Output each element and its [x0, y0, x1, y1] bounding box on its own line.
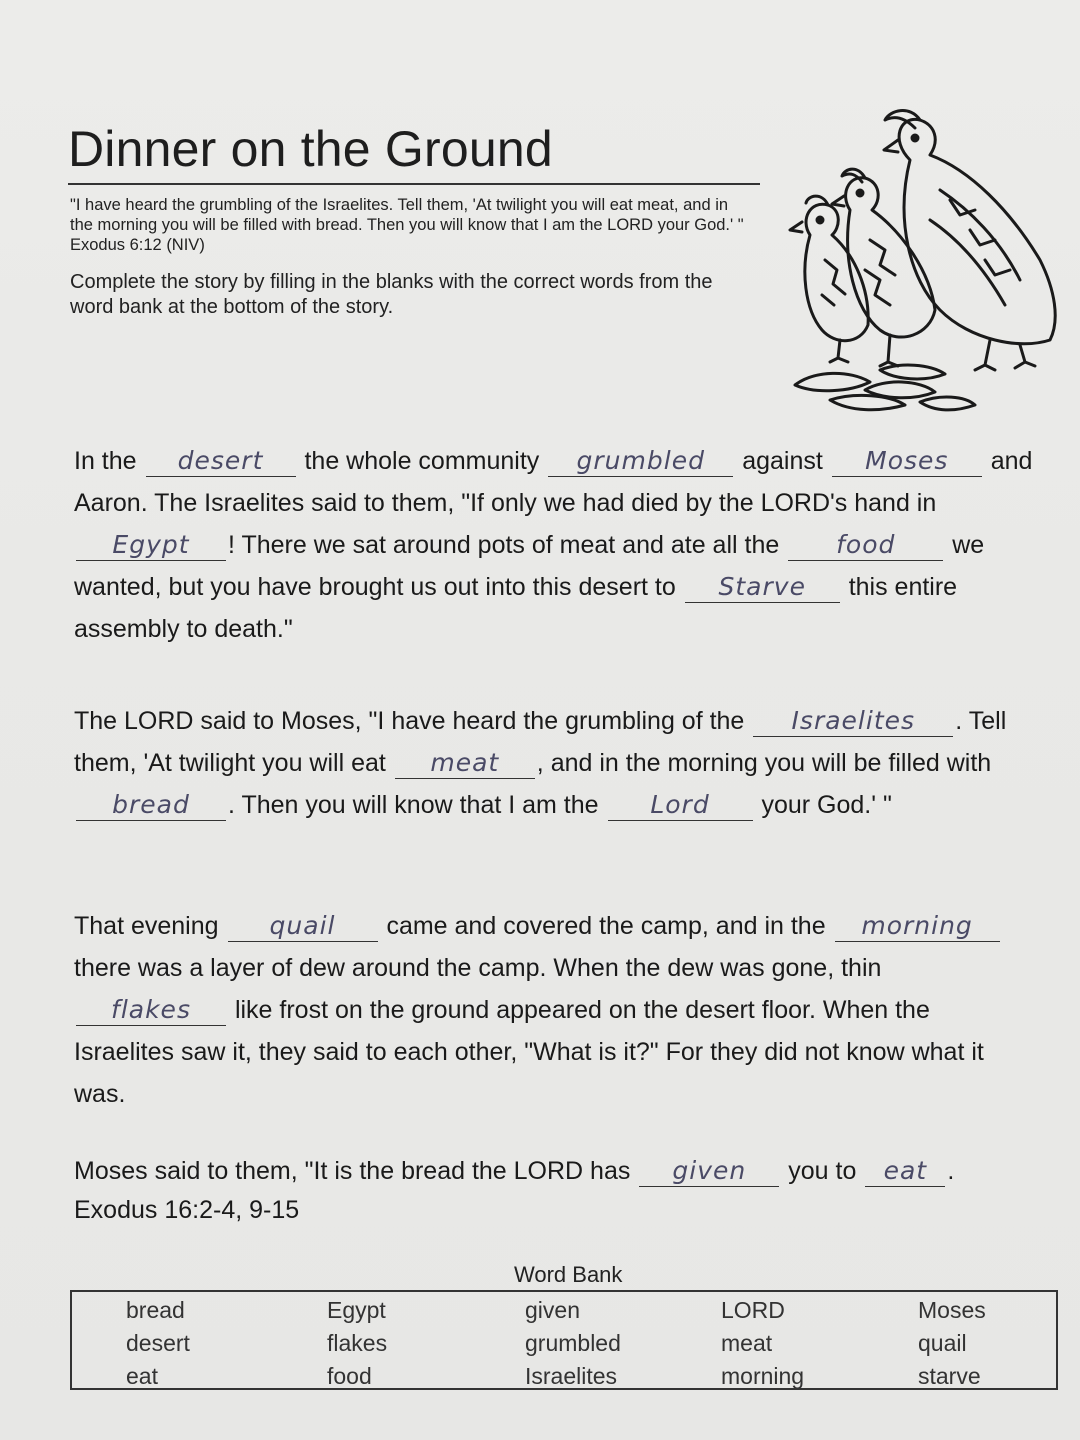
story-text: the whole community [304, 447, 540, 475]
answer-blank[interactable]: Moses [832, 446, 982, 477]
story-text: , and in the morning you will be filled with [536, 749, 992, 777]
word-bank-column-3 [525, 1294, 621, 1393]
story-paragraph-1 [74, 440, 1064, 650]
story-text: . Tell them, 'At twilight you will eat [74, 707, 1007, 777]
word-bank-word: food [327, 1363, 372, 1389]
story-paragraph-3 [74, 905, 1034, 1115]
scripture-reference: Exodus 16:2-4, 9-15 [74, 1196, 300, 1224]
story-text: like frost on the ground appeared on the desert floor. When the Israelites saw it, they said to each other, "What is it?" For they did not know what it was. [74, 996, 984, 1108]
story-paragraph-4 [74, 1150, 1064, 1192]
story-text: your God.' " [761, 791, 892, 819]
story-text: this entire assembly to death." [74, 573, 958, 643]
word-bank-word: grumbled [525, 1330, 621, 1356]
page-title: Dinner on the Ground [68, 121, 553, 177]
answer-blank[interactable]: flakes [76, 995, 226, 1026]
story-text: . Then you will know that I am the [228, 791, 599, 819]
word-bank-column-2 [327, 1294, 387, 1393]
story-paragraph-2 [74, 700, 1059, 826]
word-bank-word: quail [918, 1330, 967, 1356]
answer-blank[interactable]: grumbled [548, 446, 733, 477]
word-bank-word: LORD [721, 1297, 785, 1323]
instructions: Complete the story by filling in the blanks with the correct words from the word bank at the bottom of the story. [70, 271, 713, 318]
word-bank-word: bread [126, 1297, 185, 1323]
answer-blank[interactable]: eat [865, 1156, 945, 1187]
story-text: and Aaron. The Israelites said to them, "If only we had died by the LORD's hand in [74, 447, 1033, 517]
word-bank-word: morning [721, 1363, 805, 1389]
word-bank-column-4 [721, 1294, 804, 1393]
story-text: you to [788, 1157, 857, 1185]
story-text: Moses said to them, "It is the bread the LORD has [74, 1157, 631, 1185]
word-bank-word: starve [918, 1363, 981, 1389]
story-text: In the [74, 447, 137, 475]
word-bank-word: eat [126, 1363, 158, 1389]
answer-blank[interactable]: meat [395, 748, 535, 779]
answer-blank[interactable]: bread [76, 790, 226, 821]
answer-blank[interactable]: given [639, 1156, 779, 1187]
story-text: against [742, 447, 823, 475]
word-bank-word: Israelites [525, 1363, 618, 1389]
word-bank-word: desert [126, 1330, 190, 1356]
answer-blank[interactable]: Israelites [753, 706, 953, 737]
story-text: we wanted, but you have brought us out into this desert to [74, 531, 985, 601]
answer-blank[interactable]: Lord [608, 790, 753, 821]
answer-blank[interactable]: food [788, 530, 943, 561]
answer-blank[interactable]: Starve [685, 572, 840, 603]
answer-blank[interactable]: Egypt [76, 530, 226, 561]
story-text: . [947, 1157, 955, 1185]
word-bank-word: Egypt [327, 1297, 386, 1323]
story-text: came and covered the camp, and in the [386, 912, 826, 940]
story-text: ! There we sat around pots of meat and ate all the [228, 531, 780, 559]
word-bank-word: flakes [327, 1330, 388, 1356]
word-bank-word: meat [721, 1330, 773, 1356]
word-bank-column-1 [126, 1294, 190, 1393]
story-text: there was a layer of dew around the camp. When the dew was gone, thin [74, 954, 882, 982]
story-text: That evening [74, 912, 219, 940]
word-bank-word: Moses [918, 1297, 986, 1323]
word-bank-title: Word Bank [514, 1262, 623, 1287]
story-text: The LORD said to Moses, "I have heard the grumbling of the [74, 707, 745, 735]
answer-blank[interactable]: morning [835, 911, 1000, 942]
word-bank-word: given [525, 1297, 580, 1323]
answer-blank[interactable]: desert [146, 446, 296, 477]
answer-blank[interactable]: quail [228, 911, 378, 942]
title-underline [68, 183, 760, 185]
quail-birds-icon [770, 100, 1080, 420]
key-verse: "I have heard the grumbling of the Israelites. Tell them, 'At twilight you will eat meat, and in the morning you will be filled with bread. Then you will know that I am the LORD your God.' " Exodus 6:12 (NIV) [70, 196, 744, 254]
word-bank-column-5 [918, 1294, 986, 1393]
